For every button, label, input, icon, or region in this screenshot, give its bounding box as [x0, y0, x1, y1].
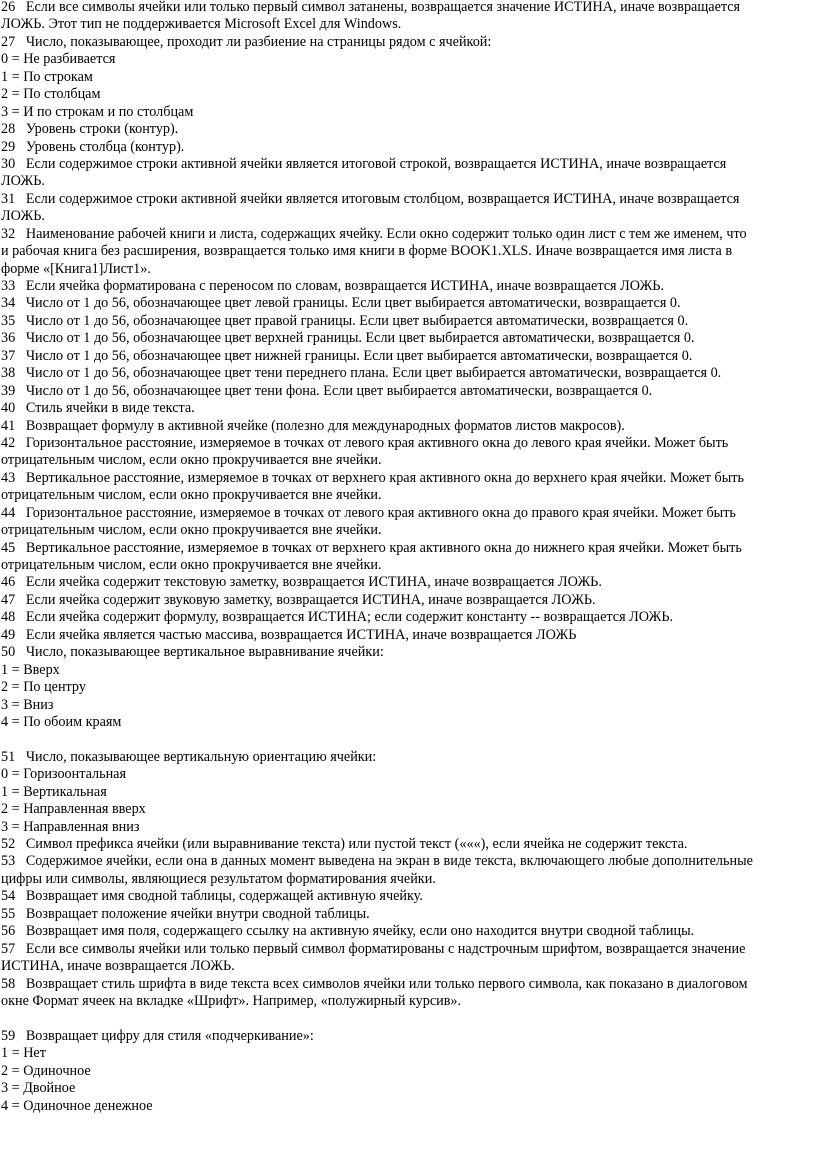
text-line: 49 Если ячейка является частью массива, возвращается ИСТИНА, иначе возвращается ЛОЖЬ [1, 626, 577, 643]
text-line: 43 Вертикальное расстояние, измеряемое в точках от верхнего края активного окна до верхнего края ячейки. Может быть [1, 469, 744, 486]
text-line: 38 Число от 1 до 56, обозначающее цвет тени переднего плана. Если цвет выбирается автоматически, возвращается 0. [1, 365, 722, 382]
text-line: 31 Если содержимое строки активной ячейки является итоговым столбцом, возвращается ИСТИНА, иначе возвращается [1, 190, 740, 207]
text-line: 48 Если ячейка содержит формулу, возвращается ИСТИНА; если содержит константу -- возвращается ЛОЖЬ. [1, 609, 674, 626]
text-line: 1 = По строкам [1, 68, 93, 85]
text-line: 1 = Нет [1, 1045, 46, 1062]
text-line: 0 = Не разбивается [1, 51, 116, 68]
text-line: 51 Число, показывающее вертикальную ориентацию ячейки: [1, 748, 377, 765]
document-body [1, 0, 811, 1115]
text-line: 37 Число от 1 до 56, обозначающее цвет нижней границы. Если цвет выбирается автоматически, возвращается 0. [1, 347, 693, 364]
text-line: 1 = Вверх [1, 661, 60, 678]
text-line: 47 Если ячейка содержит звуковую заметку, возвращается ИСТИНА, иначе возвращается ЛОЖЬ. [1, 591, 596, 608]
text-line: 27 Число, показывающее, проходит ли разбиение на страницы рядом с ячейкой: [1, 33, 492, 50]
blank-line [1, 731, 811, 748]
text-line: 46 Если ячейка содержит текстовую заметку, возвращается ИСТИНА, иначе возвращается ЛОЖЬ. [1, 574, 602, 591]
text-line: 32 Наименование рабочей книги и листа, содержащих ячейку. Если окно содержит только один лист с тем же именем, что [1, 225, 747, 242]
text-line: 57 Если все символы ячейки или только первый символ форматированы с надстрочным шрифтом, возвращается значение [1, 940, 746, 957]
text-line: 33 Если ячейка форматирована с переносом по словам, возвращается ИСТИНА, иначе возвращается ЛОЖЬ. [1, 278, 665, 294]
text-line: 26 Если все символы ячейки или только первый символ затанены, возвращается значение ИСТИНА, иначе возвращается [1, 0, 741, 15]
text-line: 3 = И по строкам и по столбцам [1, 103, 194, 120]
text-line: 39 Число от 1 до 56, обозначающее цвет тени фона. Если цвет выбирается автоматически, возвращается 0. [1, 382, 653, 399]
text-line: 56 Возвращает имя поля, содержащего ссылку на активную ячейку, если оно находится внутри сводной таблицы. [1, 923, 695, 940]
text-line: ИСТИНА, иначе возвращается ЛОЖЬ. [1, 958, 235, 975]
text-line: отрицательным числом, если окно прокручивается вне ячейки. [1, 487, 382, 504]
text-line: 3 = Направленная вниз [1, 818, 140, 835]
text-line: 52 Символ префикса ячейки (или выравнивание текста) или пустой текст («««), если ячейка не содержит текста. [1, 836, 688, 852]
blank-line [1, 1010, 811, 1027]
text-line: 36 Число от 1 до 56, обозначающее цвет верхней границы. Если цвет выбирается автоматически, возвращается 0. [1, 330, 695, 347]
text-line: 2 = Одиночное [1, 1062, 91, 1079]
text-line: 29 Уровень столбца (контур). [1, 138, 185, 155]
text-line: 2 = Направленная вверх [1, 801, 146, 818]
text-line: форме «[Книга1]Лист1». [1, 260, 151, 277]
text-line: 3 = Двойное [1, 1080, 76, 1097]
text-line: отрицательным числом, если окно прокручивается вне ячейки. [1, 452, 382, 469]
text-line: 28 Уровень строки (контур). [1, 121, 179, 138]
text-line: ЛОЖЬ. [1, 173, 45, 190]
text-line: 50 Число, показывающее вертикальное выравнивание ячейки: [1, 644, 384, 661]
text-line: 3 = Вниз [1, 696, 54, 713]
text-line: отрицательным числом, если окно прокручивается вне ячейки. [1, 522, 382, 539]
text-line: 54 Возвращает имя сводной таблицы, содержащей активную ячейку. [1, 888, 423, 905]
text-line: 2 = По столбцам [1, 86, 101, 103]
text-line: 4 = Одиночное денежное [1, 1097, 153, 1114]
text-line: 58 Возвращает стиль шрифта в виде текста всех символов ячейки или только первого символа, как показано в диалоговом [1, 975, 748, 992]
text-line: отрицательным числом, если окно прокручивается вне ячейки. [1, 557, 382, 573]
text-line: цифры или символы, являющиеся результатом форматирования ячейки. [1, 870, 436, 887]
text-line: окне Формат ячеек на вкладке «Шрифт». Например, «полужирный курсив». [1, 992, 462, 1009]
text-line: 42 Горизонтальное расстояние, измеряемое в точках от левого края активного окна до левого края ячейки. Может быть [1, 434, 729, 451]
text-line: 0 = Горизоонтальная [1, 766, 126, 783]
text-line: 59 Возвращает цифру для стиля «подчеркивание»: [1, 1027, 314, 1044]
text-line: 30 Если содержимое строки активной ячейки является итоговой строкой, возвращается ИСТИНА, иначе возвращается [1, 155, 727, 172]
text-line: 44 Горизонтальное расстояние, измеряемое в точках от левого края активного окна до правого края ячейки. Может быть [1, 504, 736, 521]
text-line: ЛОЖЬ. Этот тип не поддерживается Microsoft Excel для Windows. [1, 16, 402, 33]
text-line: 45 Вертикальное расстояние, измеряемое в точках от верхнего края активного окна до нижнего края ячейки. Может быть [1, 539, 742, 556]
text-line: 1 = Вертикальная [1, 783, 107, 800]
text-line: 41 Возвращает формулу в активной ячейке (полезно для международных форматов листов макросов). [1, 417, 625, 434]
text-line: 55 Возвращает положение ячейки внутри сводной таблицы. [1, 905, 370, 922]
text-line: 35 Число от 1 до 56, обозначающее цвет правой границы. Если цвет выбирается автоматически, возвращается 0. [1, 312, 689, 329]
text-line: 4 = По обоим краям [1, 713, 122, 730]
text-line: 34 Число от 1 до 56, обозначающее цвет левой границы. Если цвет выбирается автоматически, возвращается 0. [1, 295, 681, 312]
text-line: 40 Стиль ячейки в виде текста. [1, 400, 195, 417]
text-line: 2 = По центру [1, 679, 86, 696]
text-line: и рабочая книга без расширения, возвращается только имя книги в форме BOOK1.XLS. Иначе возвращается имя листа в [1, 243, 733, 260]
text-line: 53 Содержимое ячейки, если она в данных момент выведена на экран в виде текста, включающего любые дополнительные [1, 853, 753, 870]
text-line: ЛОЖЬ. [1, 208, 45, 225]
